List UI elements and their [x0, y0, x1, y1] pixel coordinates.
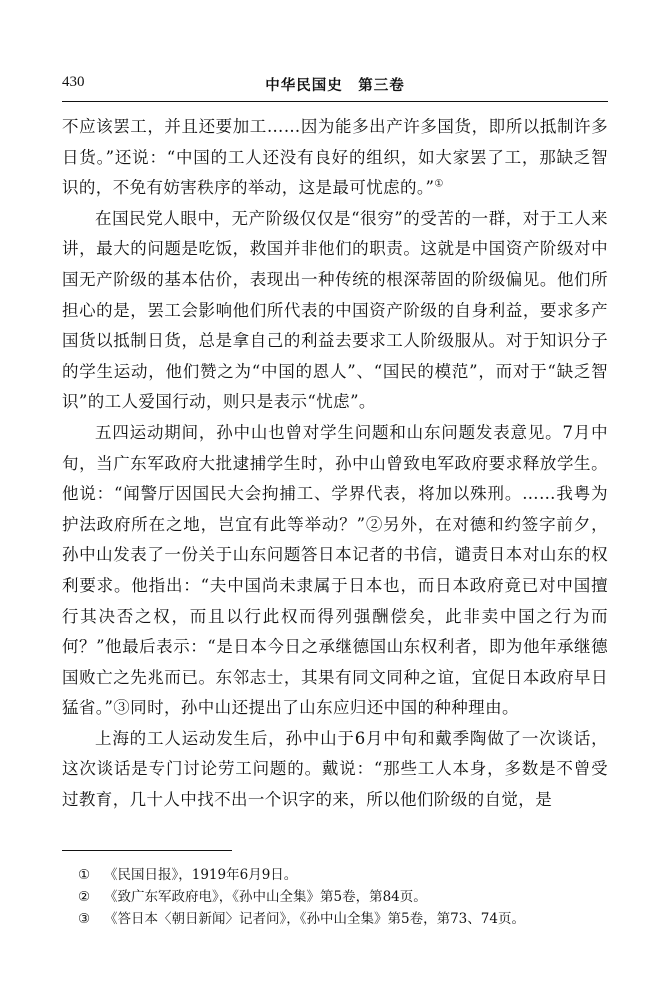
footnote-1: [78, 864, 608, 886]
footnote-ref-1: ①: [434, 178, 444, 190]
paragraph-1: [62, 112, 608, 204]
page-number: 430: [62, 74, 85, 90]
footnote-rule: [62, 850, 232, 851]
footnote-2-text: 《致广东军政府电》，《孙中山全集》第5卷，第84页。: [104, 889, 427, 905]
paragraph-4: 上海的工人运动发生后，孙中山于6月中旬和戴季陶做了一次谈话，这次谈话是专门讨论劳工问题的。戴说：“那些工人本身，多数是不曾受过教育，几十人中找不出一个识字的来，所以他们阶级的自觉，是: [62, 728, 608, 810]
footnote-3-text: 《答日本〈朝日新闻〉记者问》，《孙中山全集》第5卷，第73、74页。: [104, 911, 525, 927]
footnote-2-mark: ②: [78, 889, 91, 905]
header-rule: [62, 101, 608, 102]
footnote-1-mark: ①: [78, 867, 91, 883]
paragraph-1-text: 不应该罢工，并且还要加工……因为能多出产许多国货，即所以抵制许多日货。”还说：“中国的工人还没有良好的组织，如大家罢了工，那缺乏智识的，不免有妨害秩序的举动，这是最可忧虑的。”: [62, 117, 608, 198]
running-title: 中华民国史 第三卷: [265, 78, 405, 94]
paragraph-2: 在国民党人眼中，无产阶级仅仅是“很穷”的受苦的一群，对于工人来讲，最大的问题是吃饭，救国并非他们的职责。这就是中国资产阶级对中国无产阶级的基本估价，表现出一种传统的根深蒂固的阶级偏见。他们所担心的是，罢工会影响他们所代表的中国资产阶级的自身利益，要求多产国货以抵制日货，总是拿自己的利益去要求工人阶级服从。对于知识分子的学生运动，他们赞之为“中国的恩人”、“国民的模范”，而对于“缺乏智识”的工人爱国行动，则只是表示“忧虑”。: [62, 208, 608, 412]
paragraph-3: 五四运动期间，孙中山也曾对学生问题和山东问题发表意见。7月中旬，当广东军政府大批逮捕学生时，孙中山曾致电军政府要求释放学生。他说：“闻警厅因国民大会拘捕工、学界代表，将加以殊刑。……我粤为护法政府所在之地，岂宜有此等举动？”②另外，在对德和约签字前夕，孙中山发表了一份关于山东问题答日本记者的书信，谴责日本对山东的权利要求。他指出：“夫中国尚未隶属于日本也，而日本政府竟已对中国擅行其决否之权，而且以行此权而得列强酬偿矣，此非卖中国之行为而何？”他最后表示：“是日本今日之承继德国山东权利者，即为他年承继德国败亡之先兆而已。东邻志士，其果有同文同种之谊，宜促日本政府早日猛省。”③同时，孙中山还提出了山东应归还中国的种种理由。: [62, 422, 608, 718]
footnote-3-mark: ③: [78, 911, 91, 927]
page-header: [62, 74, 608, 98]
footnotes: [78, 864, 608, 930]
footnote-1-text: 《民国日报》，1919年6月9日。: [104, 867, 298, 883]
footnote-3: [78, 908, 608, 930]
body-text: [62, 112, 608, 816]
footnote-2: [78, 886, 608, 908]
